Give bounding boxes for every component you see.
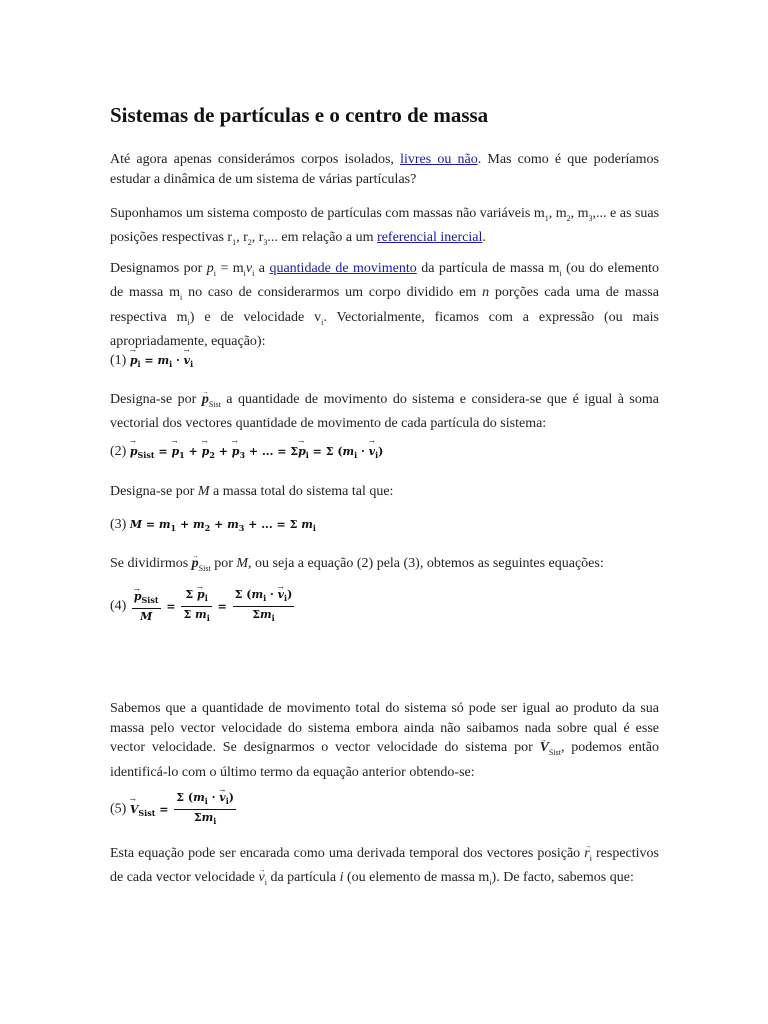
- subscript: i: [559, 268, 562, 278]
- symbol: M: [236, 556, 249, 571]
- paragraph-system: [110, 204, 659, 253]
- equation-1: [110, 353, 193, 369]
- text: , podemos então identificá-lo com o último termo da equação anterior obtendo-se:: [110, 740, 659, 780]
- formula-5: → $V_{Sist}$ = $\frac{\Sigma (m_i \cdot \to v_i)}{\Sigma m_i}$: [130, 803, 238, 816]
- subscript: i: [264, 878, 267, 888]
- equation-4: [110, 588, 296, 625]
- paragraph-divide: [110, 554, 659, 578]
- text: (ou elemento de massa m: [343, 870, 490, 886]
- text: , m: [570, 206, 589, 221]
- symbol: → p: [192, 554, 199, 574]
- equation-label: (4): [110, 598, 127, 614]
- page-title: Sistemas de partículas e o centro de massa: [110, 103, 489, 127]
- text: ,... e as suas posições respectivas r: [110, 206, 660, 246]
- text: ) e de velocidade v: [189, 309, 322, 325]
- text: a: [254, 261, 270, 276]
- text: respectivos de cada vector velocidade: [110, 846, 659, 886]
- paragraph-velocity: [110, 699, 659, 782]
- text: . Mas como é que poderíamos estudar a dinâmica de um sistema de várias partículas?: [110, 152, 659, 187]
- text: ... em relação a um: [267, 230, 378, 246]
- symbol: → V: [540, 738, 549, 758]
- formula-4: → $\frac{p_{Sist}}{M}$ = $\frac{\Sigma \to p_i}{\Sigma m_i}$ = $\frac{\Sigma (m_i \cdot \to v_i)}{\Sigma m_i}$: [130, 600, 296, 613]
- subscript: 3: [263, 238, 268, 248]
- text: Designa-se por: [110, 484, 198, 499]
- text: da partícula: [266, 870, 340, 886]
- text: Designa-se por: [110, 392, 202, 407]
- text: , r: [236, 230, 248, 246]
- equation-label: (3): [110, 517, 127, 532]
- subscript: Sist: [198, 563, 211, 573]
- paragraph-momentum: [110, 259, 659, 352]
- text: porções cada uma de massa respectiva m: [110, 285, 659, 325]
- link-quantidade-de-movimento[interactable]: quantidade de movimento: [269, 261, 417, 276]
- subscript: 1: [544, 213, 549, 223]
- symbol: i: [339, 870, 344, 886]
- text: . Vectorialmente, ficamos com a expressão (ou mais apropriadamente, equação):: [110, 309, 659, 350]
- text: , m: [548, 206, 567, 221]
- subscript: 1: [232, 238, 237, 248]
- subscript: i: [213, 268, 216, 278]
- subscript: i: [187, 317, 190, 327]
- paragraph-total-mass: [110, 482, 659, 502]
- text: Sabemos que a quantidade de movimento total do sistema só pode ser igual ao produto da sua massa pelo vector velocidade do sistema embora ainda não saibamos nada sobre qual é esse vector velocidade. Se designarmos o vector velocidade do sistema por: [110, 701, 659, 756]
- text: por: [210, 556, 237, 571]
- subscript: i: [243, 268, 246, 278]
- text: .: [482, 230, 486, 246]
- equation-label: (1): [110, 353, 127, 368]
- link-livres-ou-nao[interactable]: livres ou não: [400, 152, 478, 167]
- subscript: i: [321, 317, 324, 327]
- text: a massa total do sistema tal que:: [209, 484, 394, 499]
- text: = m: [216, 261, 244, 276]
- text: , ou seja a equação (2) pela (3), obtemos as seguintes equações:: [248, 556, 604, 571]
- text: Designamos por: [110, 261, 207, 276]
- subscript: i: [180, 293, 183, 303]
- text: no caso de considerarmos um corpo dividido em: [182, 285, 483, 301]
- equation-label: (2): [110, 444, 127, 459]
- equation-label: (5): [110, 801, 127, 817]
- formula-1: → $p_i = m_i$ · → $v_i$: [130, 354, 193, 367]
- subscript: Sist: [208, 399, 221, 409]
- text: Até agora apenas considerámos corpos isolados,: [110, 152, 401, 167]
- symbol: p: [206, 261, 214, 276]
- text: Suponhamos um sistema composto de partículas com massas não variáveis m: [110, 206, 545, 221]
- subscript: 3: [588, 213, 593, 223]
- equation-3: [110, 517, 316, 533]
- formula-3: $M = m_1 + m_2 + m_3$ + ... = Σ $m_i$: [129, 518, 316, 534]
- paragraph-intro: [110, 150, 659, 189]
- subscript: 2: [247, 238, 252, 248]
- subscript: Sist: [548, 747, 561, 757]
- text: , r: [251, 230, 264, 246]
- equation-2: [110, 444, 383, 460]
- text: (ou do elemento de massa m: [110, 261, 659, 301]
- symbol: M: [197, 484, 210, 499]
- symbol: n: [482, 285, 490, 301]
- link-referencial-inercial[interactable]: referencial inercial: [377, 230, 483, 246]
- symbol: → v: [258, 868, 264, 888]
- text: Esta equação pode ser encarada como uma derivada temporal dos vectores posição: [110, 846, 585, 861]
- text: Se dividirmos: [110, 556, 192, 571]
- subscript: i: [489, 878, 492, 888]
- subscript: i: [589, 853, 592, 863]
- equation-5: [110, 791, 238, 828]
- paragraph-system-momentum: [110, 390, 659, 434]
- subscript: 2: [566, 213, 571, 223]
- subscript: i: [252, 268, 255, 278]
- formula-2: → $p_{Sist}$ = → $p_1$ + → $p_2$ + → $p_3$ + ... = $\Sigma\to p_i = \Sigma$ ($m_i$ · → $v_i$): [130, 445, 384, 458]
- paragraph-derivative: [110, 844, 659, 893]
- text: ). De facto, sabemos que:: [491, 870, 634, 886]
- text: da partícula de massa m: [416, 261, 560, 276]
- symbol: → p: [202, 390, 209, 410]
- text: a quantidade de movimento do sistema e considera-se que é igual à soma vectorial dos vectores quantidade de movimento de cada partícula do sistema:: [110, 392, 659, 432]
- symbol: → r: [584, 844, 589, 864]
- symbol: v: [245, 261, 253, 276]
